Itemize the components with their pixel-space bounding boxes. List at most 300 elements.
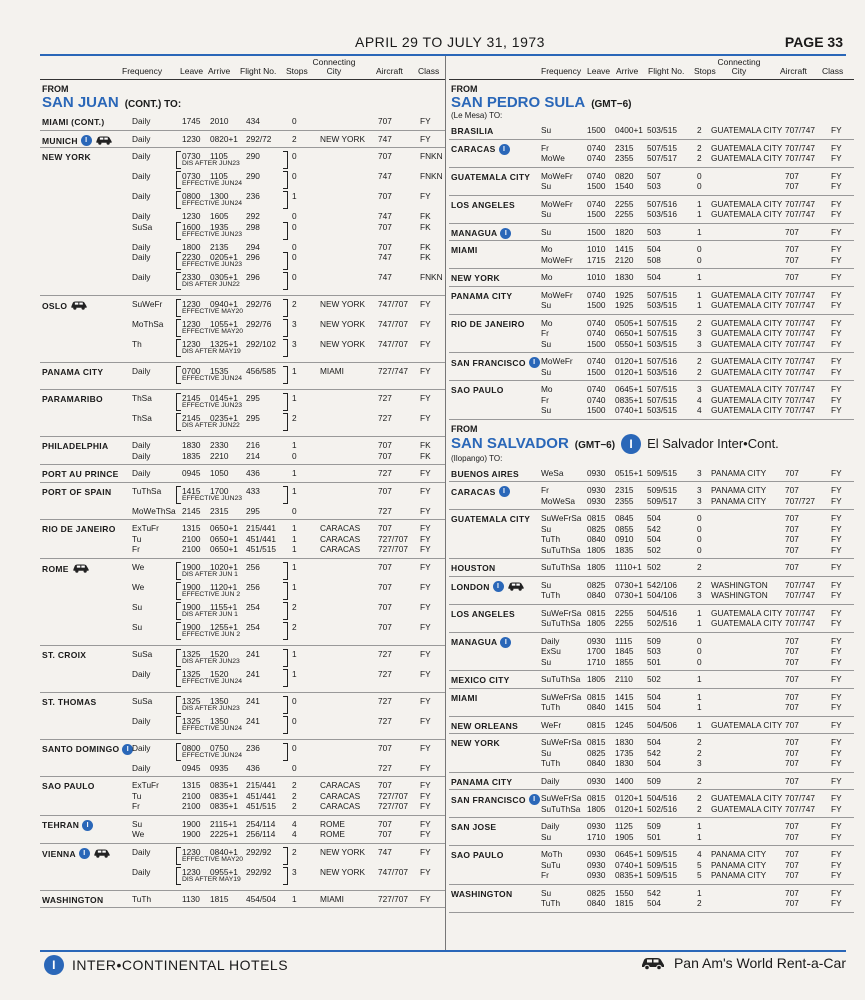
aircraft: 707 — [785, 775, 799, 786]
leave-time: 2330 — [182, 272, 201, 282]
frequency: Su — [541, 579, 552, 590]
connecting-city: PANAMA CITY — [711, 485, 767, 495]
frequency: Fr — [541, 142, 549, 153]
flight-number: 504 — [647, 737, 661, 747]
leave-time: 0740 — [587, 328, 606, 338]
flight-row — [449, 485, 854, 496]
destination-label: GUATEMALA CITY — [451, 514, 531, 524]
flight-number: 451/441 — [246, 533, 276, 544]
aircraft: 707/747 — [785, 328, 815, 338]
schedule-note: EFFECTIVE JUN24 — [182, 180, 243, 187]
aircraft: 727/707 — [378, 544, 408, 554]
arrive-time: 2010 — [210, 116, 229, 126]
bracket-left — [176, 847, 181, 865]
arrive-time: 0750 — [210, 742, 229, 753]
page-header — [0, 34, 865, 54]
flight-row — [449, 125, 854, 136]
stops: 2 — [292, 846, 297, 857]
frequency: Mo — [541, 244, 553, 254]
stops: 0 — [697, 181, 702, 191]
aircraft: 707/747 — [785, 618, 815, 628]
bracket-left — [176, 486, 181, 504]
stops: 2 — [697, 125, 702, 135]
date-range: APRIL 29 TO JULY 31, 1973 — [355, 34, 545, 50]
flight-number: 502 — [647, 544, 661, 555]
class: FNKN — [420, 171, 443, 181]
aircraft: 727/747 — [378, 366, 408, 376]
flight-row — [40, 252, 445, 272]
flight-row — [449, 590, 854, 601]
leave-time: 1325 — [182, 715, 201, 726]
aircraft: 707 — [378, 485, 392, 496]
leave-time: 2145 — [182, 393, 201, 403]
flight-number: 507/516 — [647, 198, 677, 209]
stops: 3 — [697, 338, 702, 349]
destination-entry — [449, 465, 854, 483]
frequency: Su — [132, 621, 143, 632]
stops: 1 — [697, 719, 702, 730]
frequency: Daily — [132, 468, 151, 478]
flight-row — [449, 545, 854, 556]
arrive-time: 2355 — [615, 153, 634, 163]
stops: 1 — [697, 607, 702, 618]
stops: 1 — [292, 485, 297, 496]
class: FY — [831, 272, 842, 282]
class: FY — [420, 339, 431, 349]
flight-number: 504 — [647, 272, 661, 282]
flight-row — [449, 328, 854, 339]
class: FY — [831, 747, 842, 758]
frequency: Su — [541, 656, 552, 667]
frequency: Daily — [132, 252, 151, 262]
arrive-time: 1155+1 — [210, 601, 238, 612]
stops: 1 — [292, 544, 297, 554]
destination-entry — [449, 773, 854, 791]
stops: 1 — [292, 468, 297, 478]
destination-entry — [449, 734, 854, 773]
destination-entry — [449, 689, 854, 717]
flight-number: 436 — [246, 468, 260, 478]
stops: 2 — [697, 775, 702, 786]
aircraft: 707 — [378, 191, 392, 201]
flight-number: 236 — [246, 191, 260, 201]
frequency: SuSa — [132, 648, 153, 659]
flight-number: 256 — [246, 561, 260, 572]
schedule-note: EFFECTIVE JUN24 — [182, 375, 243, 382]
flight-row — [449, 272, 854, 283]
frequency: Daily — [132, 366, 151, 376]
flight-number: 504 — [647, 702, 661, 712]
aircraft: 707 — [785, 821, 799, 831]
class: FY — [831, 523, 842, 534]
leave-time: 0840 — [587, 534, 606, 544]
stops: 2 — [697, 317, 702, 328]
leave-time: 0740 — [587, 384, 606, 394]
aircraft: 707 — [378, 440, 392, 450]
flight-row — [449, 290, 854, 301]
stops: 2 — [292, 601, 297, 612]
frequency: Daily — [132, 133, 151, 144]
class: FY — [420, 505, 431, 516]
col-leave: Leave — [180, 66, 204, 76]
flight-row — [449, 793, 854, 804]
stops: 2 — [292, 790, 297, 801]
arrive-time: 0650+1 — [210, 544, 238, 554]
arrive-time: 1350 — [210, 715, 229, 726]
col-frequency: Frequency — [122, 66, 163, 76]
frequency: Daily — [132, 171, 151, 181]
flight-row — [40, 468, 445, 479]
stops: 4 — [292, 818, 297, 829]
flight-number: 456/585 — [246, 366, 276, 376]
leave-time: 0815 — [587, 691, 606, 702]
class: FK — [420, 252, 431, 262]
schedule-note: EFFECTIVE JUN 2 — [182, 590, 241, 598]
flight-row — [40, 134, 445, 145]
connecting-city: NEW YORK — [320, 339, 366, 349]
connecting-city: GUATEMALA CITY — [711, 793, 783, 803]
stops: 2 — [292, 413, 297, 423]
aircraft: 707 — [785, 674, 799, 684]
flight-number: 507/517 — [647, 153, 677, 163]
flight-number: 507/515 — [647, 394, 677, 405]
destination-entry — [449, 510, 854, 559]
class: FY — [420, 893, 431, 904]
arrive-time: 0840+1 — [210, 846, 238, 857]
aircraft: 727/707 — [378, 790, 408, 801]
arrive-time: 2120 — [615, 254, 634, 265]
flight-number: 294 — [246, 241, 260, 252]
aircraft: 707 — [378, 561, 392, 572]
flight-row — [449, 849, 854, 860]
leave-time: 0930 — [587, 870, 606, 880]
arrive-time: 1845 — [615, 646, 634, 656]
footer — [40, 955, 846, 979]
class: FY — [420, 715, 431, 726]
leave-time: 0930 — [587, 467, 606, 478]
aircraft: 747 — [378, 133, 392, 144]
destination-entry — [449, 633, 854, 672]
frequency: SuTuThSa — [541, 618, 581, 628]
arrive-time: 1110+1 — [615, 562, 642, 572]
destination-label: SAN FRANCISCO — [451, 357, 526, 368]
class: FY — [831, 356, 842, 366]
class: FK — [420, 211, 431, 221]
connecting-city: NEW YORK — [320, 319, 366, 329]
class: FY — [831, 300, 842, 310]
schedule-note: EFFECTIVE MAY20 — [182, 328, 244, 335]
flight-number: 504 — [647, 758, 661, 768]
frequency: Daily — [132, 866, 151, 877]
class: FY — [420, 191, 431, 201]
frequency: ThSa — [132, 393, 152, 403]
leave-time: 0930 — [587, 485, 606, 495]
stops: 4 — [697, 849, 702, 859]
flight-number: 451/515 — [246, 801, 276, 811]
destination-label: RIO DE JANEIRO — [451, 318, 525, 329]
class: FY — [420, 133, 431, 144]
destination-entry — [40, 363, 445, 390]
aircraft: 707/747 — [785, 142, 815, 153]
aircraft: 707 — [378, 241, 392, 252]
class: FY — [420, 762, 431, 773]
class: FY — [831, 859, 842, 870]
connecting-city: GUATEMALA CITY — [711, 618, 783, 628]
arrive-time: 0855 — [615, 523, 634, 534]
destination-entry — [40, 465, 445, 483]
frequency: Daily — [541, 635, 560, 646]
flight-row — [40, 116, 445, 127]
bracket-right — [283, 743, 288, 761]
arrive-time: 1115 — [615, 635, 633, 646]
bracket-right — [283, 602, 288, 620]
stops: 3 — [697, 590, 702, 600]
flight-row — [449, 534, 854, 545]
flight-row — [449, 898, 854, 909]
frequency: MoWeFr — [541, 356, 573, 366]
leave-time: 0840 — [587, 590, 606, 600]
connecting-city: CARACAS — [320, 801, 361, 811]
arrive-time: 1520 — [210, 648, 229, 659]
frequency: TuTh — [541, 702, 561, 712]
leave-time: 0740 — [587, 394, 606, 405]
frequency: MoThSa — [132, 319, 164, 329]
frequency: Daily — [132, 211, 151, 221]
leave-time: 1315 — [182, 523, 201, 533]
origin-suffix: (GMT−6) — [591, 99, 632, 110]
aircraft: 707 — [785, 831, 799, 842]
class: FY — [831, 495, 842, 506]
connecting-city: GUATEMALA CITY — [711, 317, 783, 328]
stops: 0 — [292, 695, 297, 706]
class: FY — [420, 581, 431, 592]
frequency: We — [132, 581, 145, 592]
arrive-time: 1415 — [615, 244, 634, 254]
destination-label: LOS ANGELES — [451, 199, 515, 210]
leave-time: 0825 — [587, 579, 606, 590]
hotel-name: El Salvador Inter•Cont. — [647, 435, 779, 451]
aircraft: 707 — [785, 254, 799, 265]
arrive-time: 2255 — [615, 198, 634, 209]
origin-city: SAN SALVADOR — [451, 434, 569, 452]
flight-number: 502 — [647, 674, 661, 684]
aircraft: 747/707 — [378, 866, 408, 877]
flight-row — [40, 393, 445, 413]
bracket-right — [283, 486, 288, 504]
stops: 0 — [292, 742, 297, 753]
frequency: Su — [541, 366, 552, 377]
origin-city: SAN PEDRO SULA — [451, 94, 586, 111]
flight-row — [449, 367, 854, 378]
right-sections — [449, 80, 854, 913]
schedule-note: EFFECTIVE JUN23 — [182, 261, 243, 268]
class: FK — [420, 440, 431, 450]
class: FY — [831, 702, 842, 712]
flight-number: 298 — [246, 221, 260, 232]
destination-label: MIAMI (CONT.) — [42, 117, 105, 127]
aircraft: 707 — [785, 747, 799, 758]
destination-label: SAO PAULO — [42, 781, 95, 791]
stops: 0 — [697, 244, 702, 254]
frequency: MoTh — [541, 849, 563, 859]
arrive-time: 1050 — [210, 468, 229, 478]
flight-row — [449, 657, 854, 668]
stops: 1 — [292, 561, 297, 572]
leave-time: 1415 — [182, 485, 201, 496]
bracket-right — [283, 413, 288, 431]
destination-label: SAO PAULO — [451, 385, 504, 395]
arrive-time: 0835+1 — [210, 790, 238, 801]
frequency: Su — [541, 747, 552, 758]
class: FY — [420, 866, 431, 877]
flight-row — [40, 366, 445, 386]
flight-number: 434 — [246, 116, 260, 126]
flight-row — [449, 860, 854, 871]
stops: 1 — [292, 366, 297, 376]
arrive-time: 1120+1 — [210, 581, 238, 592]
leave-time: 0740 — [587, 153, 606, 163]
aircraft: 707 — [785, 534, 799, 544]
aircraft: 707 — [785, 170, 799, 181]
leave-time: 0740 — [587, 142, 606, 153]
arrive-time: 1925 — [615, 300, 634, 310]
connecting-city: CARACAS — [320, 544, 361, 554]
flight-row — [449, 636, 854, 647]
destination-label: PORT OF SPAIN — [42, 486, 112, 497]
stops: 3 — [697, 328, 702, 338]
flight-number: 503 — [647, 181, 661, 191]
flight-number: 296 — [246, 272, 260, 282]
aircraft: 727/707 — [378, 801, 408, 811]
left-entries — [40, 113, 445, 908]
aircraft: 707 — [378, 221, 392, 232]
stops: 1 — [292, 440, 297, 450]
class: FY — [420, 319, 431, 329]
destination-label: MANAGUA — [451, 637, 498, 647]
flight-number: 504 — [647, 898, 661, 908]
arrive-time: 1855 — [615, 656, 634, 667]
destination-label: PANAMA CITY — [42, 367, 104, 377]
arrive-time: 0550+1 — [615, 338, 643, 349]
flight-row — [449, 804, 854, 815]
aircraft: 707/747 — [785, 803, 815, 814]
arrive-time: 2315 — [210, 505, 229, 516]
leave-time: 2100 — [182, 533, 201, 544]
stops: 1 — [292, 648, 297, 659]
schedule-note: EFFECTIVE JUN 2 — [182, 630, 241, 638]
arrive-time: 0120+1 — [615, 356, 643, 366]
flight-row — [40, 562, 445, 582]
frequency: Daily — [132, 191, 151, 201]
stops: 2 — [697, 747, 702, 758]
flight-number: 503 — [647, 226, 661, 237]
stops: 3 — [697, 384, 702, 394]
bracket-right — [283, 696, 288, 714]
frequency: TuTh — [541, 590, 561, 600]
flight-row — [40, 649, 445, 669]
arrive-time: 1520 — [210, 668, 229, 679]
destination-entry — [449, 168, 854, 196]
aircraft: 707 — [785, 859, 799, 870]
leave-time: 1130 — [182, 893, 200, 904]
destination-label: WASHINGTON — [451, 888, 513, 899]
schedule-note: EFFECTIVE JUN24 — [182, 200, 243, 207]
arrive-time: 1820 — [615, 226, 634, 237]
frequency: Mo — [541, 272, 553, 282]
stops: 2 — [697, 793, 702, 803]
class: FY — [831, 635, 842, 646]
destination-label: ST. CROIX — [42, 649, 87, 660]
leave-time: 0825 — [587, 523, 606, 534]
flight-number: 433 — [246, 485, 260, 496]
stops: 0 — [292, 715, 297, 726]
aircraft: 707 — [785, 737, 799, 747]
aircraft: 707 — [378, 780, 392, 790]
leave-time: 1230 — [182, 866, 201, 877]
arrive-time: 1830 — [615, 737, 634, 747]
flight-number: 509 — [647, 821, 661, 831]
frequency: SuSa — [132, 695, 153, 706]
frequency: MoWeThSa — [132, 505, 176, 516]
stops: 0 — [292, 272, 297, 282]
destination-entry — [449, 482, 854, 510]
frequency: Fr — [541, 870, 549, 880]
flight-row — [40, 829, 445, 840]
connecting-city: GUATEMALA CITY — [711, 300, 783, 310]
col-class: Class — [418, 66, 440, 76]
arrive-time: 0120+1 — [615, 803, 643, 814]
class: FY — [831, 898, 842, 908]
frequency: Su — [541, 125, 552, 135]
stops: 1 — [697, 702, 702, 712]
leave-time: 2145 — [182, 505, 201, 516]
arrive-time: 2210 — [210, 450, 229, 461]
destination-label: WASHINGTON — [42, 894, 104, 905]
flight-row — [449, 496, 854, 507]
flight-row — [40, 171, 445, 191]
flight-row — [449, 692, 854, 703]
destination-entry — [449, 381, 854, 420]
aircraft: 747 — [378, 252, 392, 262]
destination-entry — [449, 790, 854, 818]
leave-time: 0945 — [182, 762, 201, 773]
flight-number: 502/516 — [647, 803, 677, 814]
flight-row — [40, 451, 445, 462]
class: FY — [831, 405, 842, 415]
col-connecting: Connecting City — [312, 57, 356, 76]
flight-row — [449, 580, 854, 591]
arrive-time: 0940+1 — [210, 299, 238, 309]
frequency: SuWeFr — [132, 299, 163, 309]
destination-entry — [40, 891, 445, 909]
section-entries — [449, 122, 854, 420]
leave-time: 0815 — [587, 513, 606, 523]
frequency: ExSu — [541, 646, 561, 656]
flight-row — [40, 339, 445, 359]
flight-row — [449, 702, 854, 713]
connecting-city: GUATEMALA CITY — [711, 356, 783, 366]
connecting-city: GUATEMALA CITY — [711, 209, 783, 219]
stops: 0 — [292, 116, 297, 126]
flight-row — [40, 544, 445, 555]
flight-row — [40, 506, 445, 517]
leave-time: 2145 — [182, 413, 201, 423]
flight-number: 504 — [647, 513, 661, 523]
flight-row — [40, 299, 445, 319]
class: FY — [831, 887, 842, 898]
leave-time: 1500 — [587, 125, 606, 135]
flight-row — [40, 211, 445, 222]
